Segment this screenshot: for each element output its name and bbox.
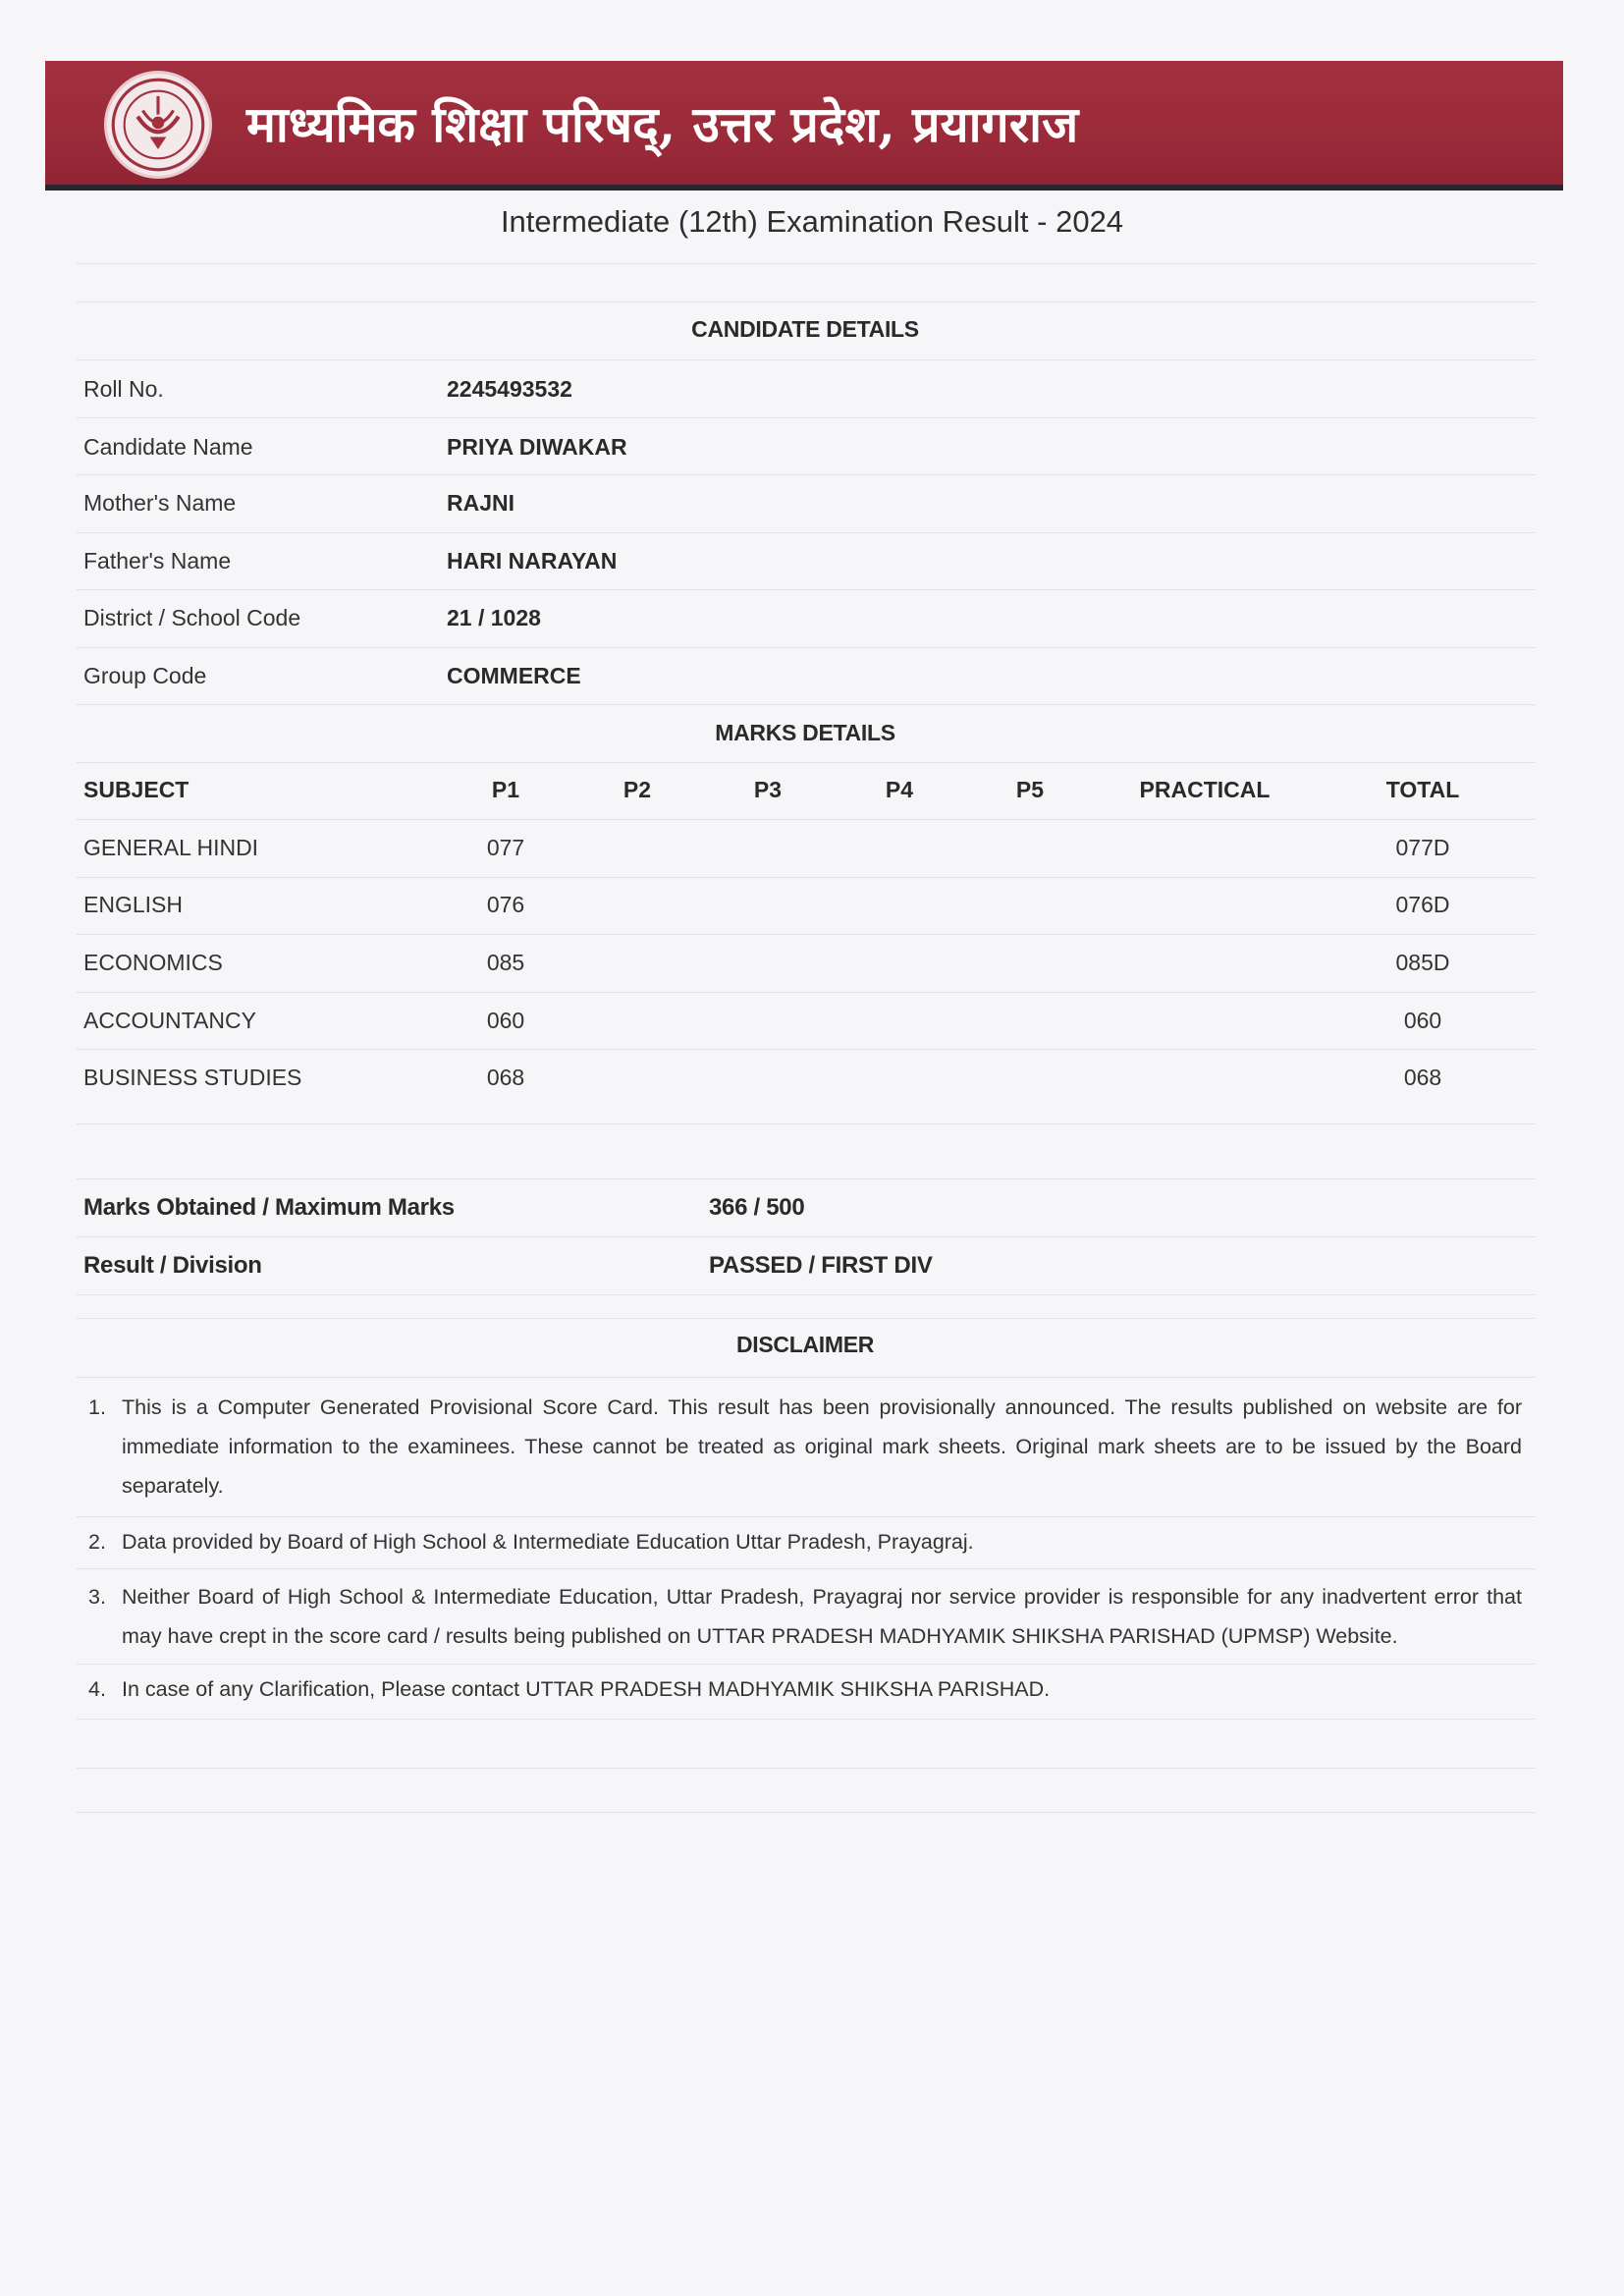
divider [77,1318,1536,1319]
header-banner [45,61,1563,191]
p1-header: P1 [491,777,520,802]
practical-header: PRACTICAL [1139,777,1271,802]
p1-marks: 077 [486,835,525,860]
divider [77,704,1536,705]
candidate-details-title: CANDIDATE DETAILS [691,316,919,342]
father-name-row [77,532,1536,589]
group-code-value: COMMERCE [447,663,581,688]
roll-number-row [77,360,1536,417]
upmsp-seal-icon [104,71,212,179]
p1-marks: 060 [486,1008,525,1033]
disclaimer-item: 4. In case of any Clarification, Please contact UTTAR PRADESH MADHYAMIK SHIKSHA PARISHAD. [88,1677,1051,1701]
divider [77,1294,1536,1295]
total-marks: 068 [1403,1065,1442,1090]
mother-name-row [77,474,1536,531]
marks-header-row [77,761,1536,818]
marks-row [77,992,1536,1049]
divider [77,301,1536,302]
divider [77,1812,1536,1813]
p1-marks: 076 [486,892,525,917]
disclaimer-title: DISCLAIMER [735,1332,875,1357]
marks-row [77,1049,1536,1106]
marks-row [77,876,1536,933]
candidate-name-label: Candidate Name [83,434,253,460]
disclaimer-list [88,1388,1522,1505]
total-header: TOTAL [1385,777,1460,802]
candidate-name-row [77,418,1536,475]
district-school-code-label: District / School Code [83,605,301,630]
board-name: माध्यमिक शिक्षा परिषद्, उत्तर प्रदेश, प्रयागराज [246,95,1079,153]
marks-obtained-label: Marks Obtained / Maximum Marks [83,1194,455,1221]
p4-header: P4 [885,777,914,802]
group-code-row [77,647,1536,704]
marks-row [77,819,1536,876]
group-code-label: Group Code [83,663,207,688]
total-marks: 076D [1395,892,1450,917]
marks-obtained-value: 366 / 500 [709,1194,805,1221]
father-name-value: HARI NARAYAN [447,548,618,574]
subject-name: ENGLISH [83,892,183,917]
divider [77,1719,1536,1720]
total-marks: 060 [1403,1008,1442,1033]
disclaimer-list [88,1522,1522,1561]
marks-obtained-row [77,1179,1536,1236]
mother-name-label: Mother's Name [83,490,237,516]
roll-number-label: Roll No. [83,376,164,402]
subject-name: BUSINESS STUDIES [83,1065,302,1090]
disclaimer-list [88,1669,1522,1709]
divider [77,263,1536,264]
p3-header: P3 [753,777,783,802]
disclaimer-list [88,1577,1522,1656]
subject-name: ECONOMICS [83,950,223,975]
total-marks: 077D [1395,835,1450,860]
disclaimer-item: 2. Data provided by Board of High School & Intermediate Education Uttar Pradesh, Prayagraj. [88,1530,974,1554]
disclaimer-item: 1. This is a Computer Generated Provisional Score Card. This result has been provisionally announced. The results published on website are for immediate information to the examinees. These cannot be treated as original mark sheets. Original mark sheets are to be issued by the Board separately. [88,1395,1522,1498]
subject-name: GENERAL HINDI [83,835,259,860]
subject-name: ACCOUNTANCY [83,1008,256,1033]
mother-name-value: RAJNI [447,490,515,516]
total-marks: 085D [1395,950,1450,975]
marks-row [77,934,1536,991]
disclaimer-item: 3. Neither Board of High School & Intermediate Education, Uttar Pradesh, Prayagraj nor service provider is responsible for any inadvertent error that may have crept in the score card / results being published on UTTAR PRADESH MADHYAMIK SHIKSHA PARISHAD (UPMSP) Website. [88,1585,1522,1648]
divider [77,1768,1536,1769]
district-school-code-value: 21 / 1028 [447,605,541,630]
p1-marks: 085 [486,950,525,975]
marks-details-title: MARKS DETAILS [715,720,895,745]
p2-header: P2 [623,777,652,802]
district-school-code-row [77,589,1536,646]
exam-title: Intermediate (12th) Examination Result - 2024 [500,204,1124,239]
candidate-name-value: PRIYA DIWAKAR [447,434,627,460]
divider [77,1377,1536,1378]
divider [77,1516,1536,1517]
result-division-value: PASSED / FIRST DIV [709,1252,933,1279]
father-name-label: Father's Name [83,548,232,574]
subject-header: SUBJECT [83,777,189,802]
p1-marks: 068 [486,1065,525,1090]
result-division-row [77,1237,1536,1294]
result-division-label: Result / Division [83,1252,262,1279]
divider [77,1568,1536,1569]
divider [77,1664,1536,1665]
p5-header: P5 [1015,777,1045,802]
roll-number-value: 2245493532 [447,376,572,402]
divider [77,1123,1536,1124]
